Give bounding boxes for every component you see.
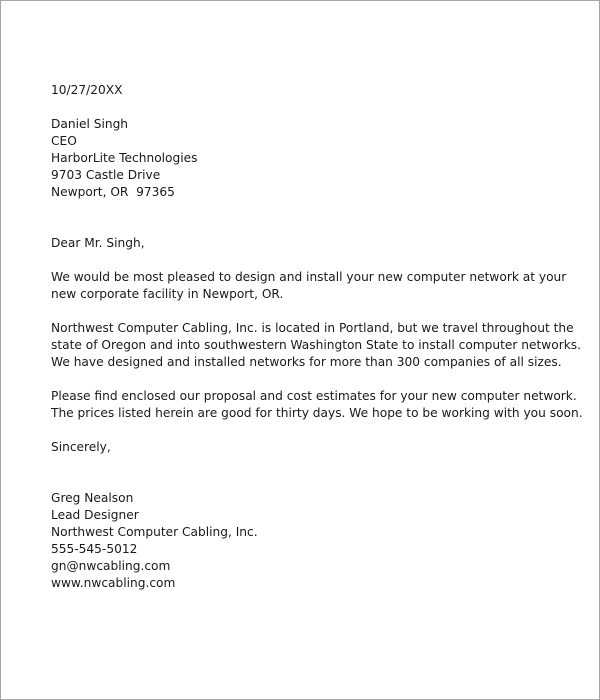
recipient-title: CEO [51, 134, 77, 148]
sender-phone: 555-545-5012 [51, 542, 138, 556]
recipient-street: 9703 Castle Drive [51, 168, 161, 182]
recipient-city-state-zip: Newport, OR 97365 [51, 185, 175, 199]
sender-email: gn@nwcabling.com [51, 559, 171, 573]
recipient-block [51, 116, 586, 201]
letter-body [51, 82, 586, 592]
body-paragraph-1: We would be most pleased to design and install your new computer network at your new corporate facility in Newport, OR. [51, 270, 567, 301]
salutation: Dear Mr. Singh, [51, 236, 145, 250]
letter-date: 10/27/20XX [51, 83, 123, 97]
body-paragraph-2: Northwest Computer Cabling, Inc. is located in Portland, but we travel throughout the state of Oregon and into southwestern Washington State to install computer networks. We have designed and installed networks for more than 300 companies of all sizes. [51, 321, 581, 369]
sender-title: Lead Designer [51, 508, 139, 522]
recipient-name: Daniel Singh [51, 117, 129, 131]
closing: Sincerely, [51, 440, 111, 454]
sender-website: www.nwcabling.com [51, 576, 176, 590]
body-paragraph-3: Please find enclosed our proposal and cost estimates for your new computer network. The prices listed herein are good for thirty days. We hope to be working with you soon. [51, 389, 583, 420]
sender-block [51, 490, 586, 592]
sender-name: Greg Nealson [51, 491, 134, 505]
recipient-company: HarborLite Technologies [51, 151, 198, 165]
sender-company: Northwest Computer Cabling, Inc. [51, 525, 258, 539]
